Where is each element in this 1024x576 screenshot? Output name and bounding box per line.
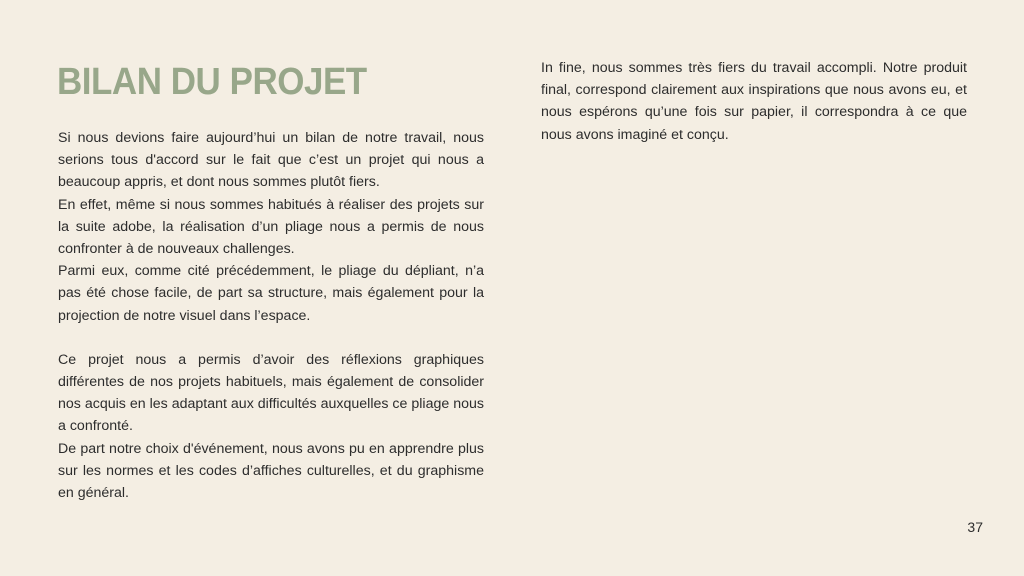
paragraph-event-choice: De part notre choix d'événement, nous avons pu en apprendre plus sur les normes et les codes d’affiches culturelles, et du graphisme en général. xyxy=(58,440,484,502)
right-text-column xyxy=(541,57,967,146)
left-text-column xyxy=(58,127,484,504)
page-title: BILAN DU PROJET xyxy=(57,61,367,103)
paragraph-spacer xyxy=(58,327,484,349)
paragraph-reflections: Ce projet nous a permis d’avoir des réflexions graphiques différentes de nos projets habituels, mais également de consolider nos acquis en les adaptant aux difficultés auxquelles ce pliage nous a confronté. xyxy=(58,351,484,435)
paragraph-conclusion: In fine, nous sommes très fiers du travail accompli. Notre produit final, correspond clairement aux inspirations que nous avons eu, et nous espérons qu’une fois sur papier, il correspondra à ce que nous avons imaginé et conçu. xyxy=(541,60,967,143)
page-number: 37 xyxy=(967,519,983,535)
paragraph-folding: Parmi eux, comme cité précédemment, le pliage du dépliant, n’a pas été chose facile, de part sa structure, mais également pour la projection de notre visuel dans l’espace. xyxy=(58,263,484,324)
paragraph-challenges: En effet, même si nous sommes habitués à réaliser des projets sur la suite adobe, la réalisation d’un pliage nous a permis de nous confronter à de nouveaux challenges. xyxy=(58,196,484,258)
paragraph-intro: Si nous devions faire aujourd’hui un bilan de notre travail, nous serions tous d'accord sur le fait que c’est un projet qui nous a beaucoup appris, et dont nous sommes plutôt fiers. xyxy=(58,130,484,191)
